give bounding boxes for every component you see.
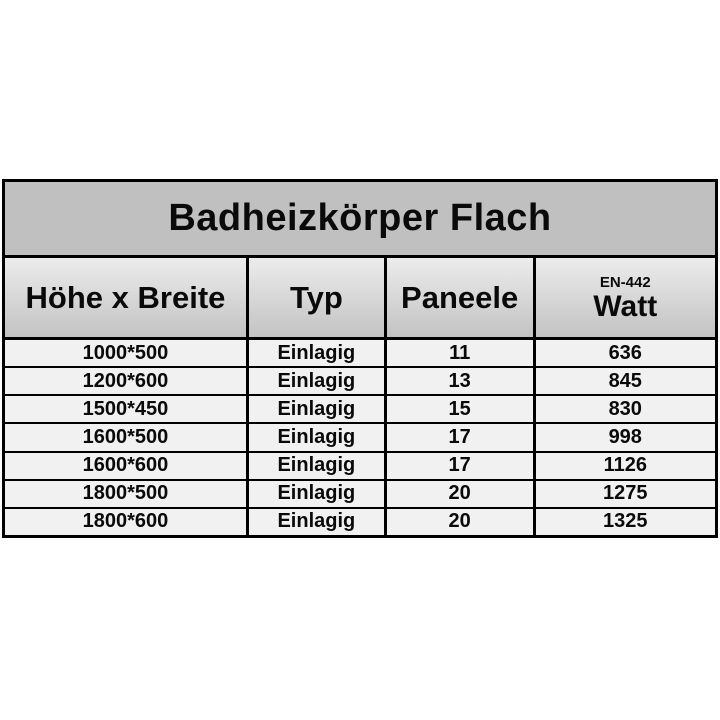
cell-typ: Einlagig — [249, 481, 387, 507]
cell-paneele: 13 — [387, 368, 536, 394]
table-row — [5, 453, 715, 481]
header-hoehe-breite: Höhe x Breite — [5, 258, 249, 337]
cell-watt: 1325 — [536, 509, 715, 535]
radiator-spec-table — [2, 179, 718, 538]
cell-hoehe-breite: 1200*600 — [5, 368, 249, 394]
table-title-row — [5, 182, 715, 258]
cell-typ: Einlagig — [249, 424, 387, 450]
cell-watt: 845 — [536, 368, 715, 394]
table-body — [5, 340, 715, 535]
cell-watt: 830 — [536, 396, 715, 422]
cell-hoehe-breite: 1600*600 — [5, 453, 249, 479]
cell-paneele: 11 — [387, 340, 536, 366]
cell-paneele: 17 — [387, 453, 536, 479]
table-title: Badheizkörper Flach — [168, 197, 552, 239]
cell-hoehe-breite: 1600*500 — [5, 424, 249, 450]
table-row — [5, 424, 715, 452]
cell-typ: Einlagig — [249, 509, 387, 535]
header-paneele: Paneele — [387, 258, 536, 337]
cell-typ: Einlagig — [249, 340, 387, 366]
table-header-row — [5, 258, 715, 340]
cell-paneele: 17 — [387, 424, 536, 450]
header-watt-norm: EN-442 — [599, 273, 651, 291]
table-row — [5, 368, 715, 396]
cell-paneele: 20 — [387, 509, 536, 535]
cell-typ: Einlagig — [249, 396, 387, 422]
header-watt-label: Watt — [593, 289, 658, 323]
header-watt — [536, 258, 715, 337]
table-row — [5, 509, 715, 535]
cell-paneele: 20 — [387, 481, 536, 507]
cell-hoehe-breite: 1000*500 — [5, 340, 249, 366]
cell-watt: 1275 — [536, 481, 715, 507]
cell-hoehe-breite: 1800*500 — [5, 481, 249, 507]
cell-paneele: 15 — [387, 396, 536, 422]
table-row — [5, 396, 715, 424]
cell-hoehe-breite: 1500*450 — [5, 396, 249, 422]
header-typ: Typ — [249, 258, 387, 337]
cell-hoehe-breite: 1800*600 — [5, 509, 249, 535]
cell-watt: 636 — [536, 340, 715, 366]
cell-typ: Einlagig — [249, 368, 387, 394]
cell-watt: 1126 — [536, 453, 715, 479]
table-row — [5, 340, 715, 368]
table-row — [5, 481, 715, 509]
cell-typ: Einlagig — [249, 453, 387, 479]
cell-watt: 998 — [536, 424, 715, 450]
